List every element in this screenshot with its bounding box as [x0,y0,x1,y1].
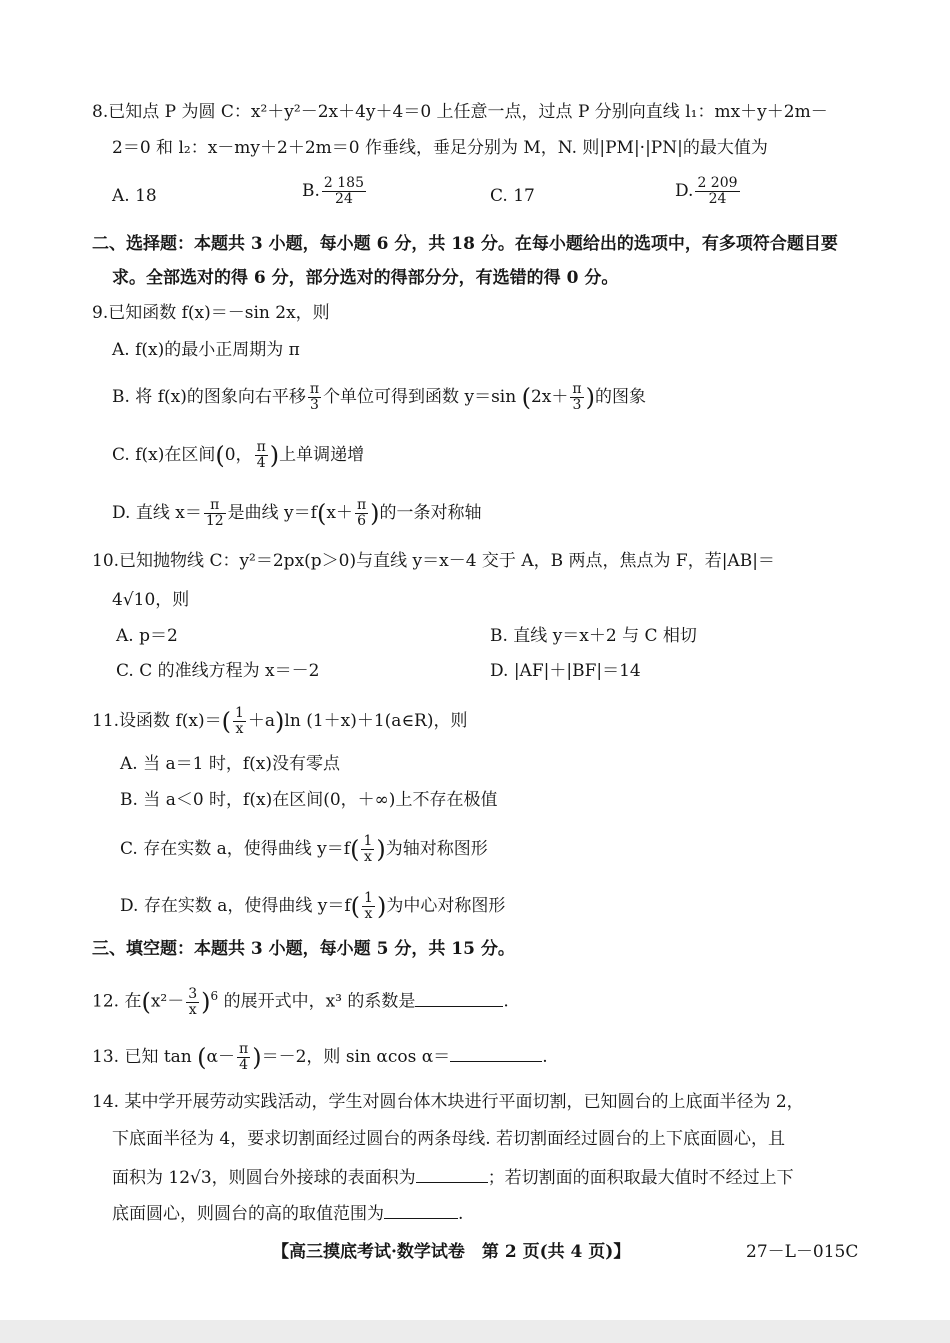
q14-line2: 下底面半径为 4，要求切割面经过圆台的两条母线. 若切割面经过圆台的上下底面圆心，且 [112,1129,786,1149]
q14-line3: 面积为 12√3，则圆台外接球的表面积为 ；若切割面的面积取最大值时不经过上下 [112,1164,794,1190]
q11-option-d: D. 存在实数 a，使得曲线 y＝f( $\frac{1}{x}$ )为中心对称图形 [120,890,506,922]
fraction: $\frac{\pi}{4}$ [256,439,266,471]
q10-option-c: C. C 的准线方程为 x＝－2 [116,661,320,681]
answer-blank[interactable] [384,1200,458,1219]
q14-line4: 底面圆心，则圆台的高的取值范围为 . [112,1200,463,1226]
q10-line1: 10.已知抛物线 C：y²＝2px(p＞0)与直线 y＝x－4 交于 A，B 两点，焦点为 F，若|AB|＝ [92,551,775,571]
q9-option-d: D. 直线 x＝ $\frac{\pi}{12}$ 是曲线 y＝f(x＋ $\frac{\pi}{6}$ )的一条对称轴 [112,497,482,529]
fraction: $\frac{\pi}{12}$ [205,497,224,529]
q8-option-a: A. 18 [112,186,157,206]
paper-code: 27－L－015C [746,1242,859,1262]
q13: 13. 已知 tan (α－ $\frac{\pi}{4}$ )＝－2，则 sin αcos α＝ . [92,1041,548,1073]
q9-option-b: B. 将 f(x)的图象向右平移 $\frac{\pi}{3}$ 个单位可得到函数 y＝sin (2x＋ $\frac{\pi}{3}$ )的图象 [112,381,646,413]
fraction: $\frac{2 185}{24}$ [323,175,364,207]
q8-option-b: B. $\frac{2 185}{24}$ [302,175,364,207]
q9-option-a: A. f(x)的最小正周期为 π [112,340,300,360]
fraction: $\frac{2 209}{24}$ [697,175,738,207]
q11-option-c: C. 存在实数 a，使得曲线 y＝f( $\frac{1}{x}$ )为轴对称图形 [120,833,488,865]
q8-option-c: C. 17 [490,186,535,206]
q10-option-a: A. p＝2 [116,626,178,646]
q11-stem: 11.设函数 f(x)＝( $\frac{1}{x}$ ＋a)ln (1＋x)＋1(a∈R)，则 [92,705,468,737]
fraction: $\frac{\pi}{3}$ [572,381,582,413]
fraction: $\frac{\pi}{4}$ [239,1041,249,1073]
fraction: $\frac{1}{x}$ [363,833,373,865]
answer-blank[interactable] [450,1043,542,1062]
q14-line1: 14. 某中学开展劳动实践活动，学生对圆台体木块进行平面切割，已知圆台的上底面半径为 2， [92,1092,804,1112]
fraction: $\frac{1}{x}$ [234,705,244,737]
section2-line1: 二、选择题：本题共 3 小题，每小题 6 分，共 18 分。在每小题给出的选项中，有多项符合题目要 [92,234,838,254]
section3-header: 三、填空题：本题共 3 小题，每小题 5 分，共 15 分。 [92,939,515,959]
q8-line1: 8.已知点 P 为圆 C：x²＋y²－2x＋4y＋4＝0 上任意一点，过点 P 分别向直线 l₁：mx＋y＋2m－ [92,102,828,122]
q10-option-d: D. |AF|＋|BF|＝14 [490,661,641,681]
fraction: $\frac{3}{x}$ [188,985,198,1018]
fraction: $\frac{\pi}{6}$ [356,497,367,529]
answer-blank[interactable] [416,1164,488,1183]
q9-stem: 9.已知函数 f(x)＝－sin 2x，则 [92,303,330,323]
scan-edge [0,1320,950,1343]
q11-option-a: A. 当 a＝1 时，f(x)没有零点 [120,754,340,774]
q10-line2: 4√10，则 [112,590,190,610]
q10-option-b: B. 直线 y＝x＋2 与 C 相切 [490,626,697,646]
q9-option-c: C. f(x)在区间(0， $\frac{\pi}{4}$ )上单调递增 [112,439,365,471]
section2-line2: 求。全部选对的得 6 分，部分选对的得部分分，有选错的得 0 分。 [112,268,619,288]
q11-option-b: B. 当 a＜0 时，f(x)在区间(0，＋∞)上不存在极值 [120,790,498,810]
page-footer-title: 【高三摸底考试·数学试卷 第 2 页(共 4 页)】 [272,1242,631,1262]
q12: 12. 在(x²－ $\frac{3}{x}$ )$^6$ 的展开式中，x³ 的系数是 . [92,985,509,1018]
answer-blank[interactable] [415,988,503,1007]
fraction: $\frac{1}{x}$ [364,890,373,922]
q8-line2: 2＝0 和 l₂：x－my＋2＋2m＝0 作垂线，垂足分别为 M，N. 则|PM|·|PN|的最大值为 [112,138,768,158]
fraction: $\frac{\pi}{3}$ [309,381,320,413]
q8-option-d: D. $\frac{2 209}{24}$ [675,175,738,207]
